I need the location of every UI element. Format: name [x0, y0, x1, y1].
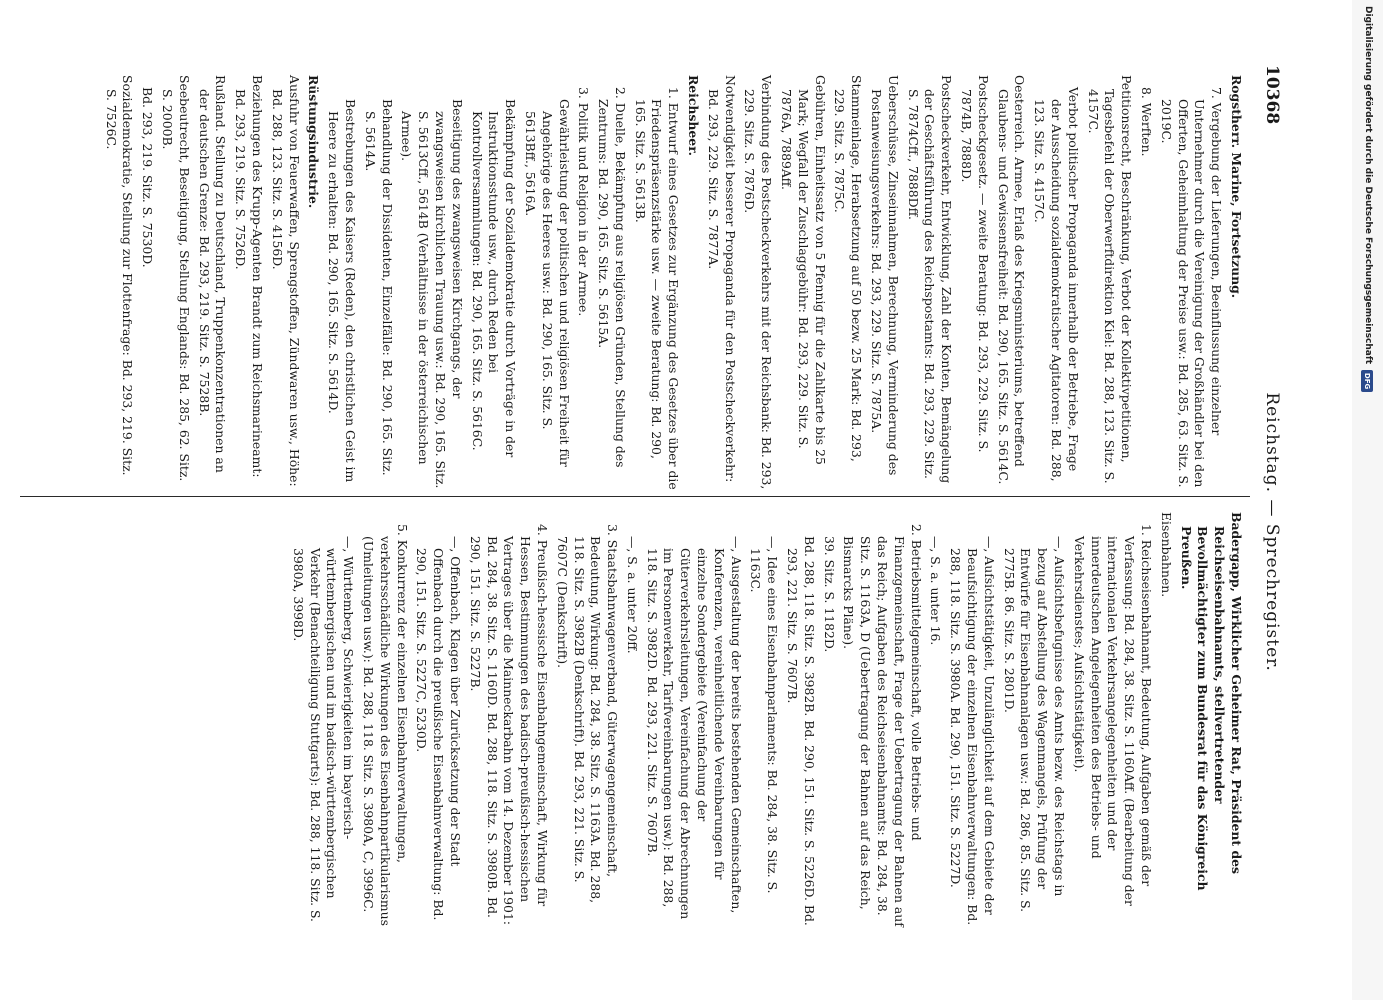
register-entry: —, S. a. unter 20ff.	[624, 536, 640, 654]
register-entry: Verbindung des Postscheckverkehrs mit der Reichsbank: Bd. 293, 229. Sitz. S. 7876D.	[742, 75, 775, 490]
register-entry: Ueberschüsse, Zinseinnahmen, Berechnung, Verminderung des Postanweisungsverkehrs: Bd. 293, 229. Sitz. S. 7875A.	[869, 75, 901, 476]
register-entry: —, Aufsichtsbefugnisse des Amts bezw. des Reichstags in bezug auf Abstellung des Wagenmangels, Prüfung der Entwürfe für Eisenbahnanlagen usw.: Bd. 286, 85. Sitz. S. 2775B. 86. Sitz. S. 2801D.	[1001, 536, 1068, 913]
register-entry: Bd. 293, 219. Sitz. S. 7530D.	[140, 87, 156, 268]
register-entry: —, Württemberg, Schwierigkeiten im bayerisch-württembergischen und im badisch-württembergischen Verkehr (Benachteiligung Stuttgarts): Bd. 288, 118. Sitz. S. 3980A, 3998D.	[290, 536, 357, 922]
register-entry: 3. Politik und Religion in der Armee.	[576, 87, 592, 317]
register-entry: Badergapp, Wirklicher Geheimer Rat, Präsident des Reichseisenbahnamts, stellvertretender Bevollmächtigter zum Bundesrat für das Königreich Preußen.	[1178, 512, 1244, 891]
register-entry: Gewährleistung der politischen und religiösen Freiheit für Angehörige des Heeres usw.: Bd. 290, 165. Sitz. S. 5613Bff., 5616A.	[522, 99, 572, 467]
left-column	[99, 75, 1244, 490]
register-entry: 39. Sitz. S. 1182D.	[821, 536, 837, 653]
register-entry: Gebühren, Einheitssatz von 5 Pfennig für die Zahlkarte bis 25 Mark; Wegfall der Zuschlaggebühr: Bd. 293, 229. Sitz. S. 7876A, 7889Aff.	[779, 75, 828, 465]
register-entry: —, Offenbach, Klagen über Zurücksetzung der Stadt Offenbach durch die preußische Eisenbahnverwaltung: Bd. 290, 151. Sitz. S. 5227C, 5230D.	[414, 536, 463, 921]
page-number: 10368	[1262, 65, 1282, 125]
register-entry: Notwendigkeit besserer Propaganda für den Postscheckverkehr: Bd. 293, 229. Sitz. S. 7877A.	[705, 75, 738, 483]
register-entry: 2. Betriebsmittelgemeinschaft, volle Betriebs- und Finanzgemeinschaft, Frage der Uebertragung der Bahnen auf das Reich; Aufgaben des Reichseisenbahnamts: Bd. 284, 38. Sitz. S. 1163A, D (Uebertragung der Bahnen auf das Reich, Bismarcks Pläne).	[841, 524, 924, 927]
register-entry: Postscheckgesetz. — zweite Beratung: Bd. 293, 229. Sitz. S. 7874B, 7888D.	[959, 75, 991, 453]
register-entry: —, Aufsichtstätigkeit, Unzulänglichkeit auf dem Gebiete der Beaufsichtigung der einzelnen Eisenbahnverwaltungen: Bd. 288, 118. Sitz. S. 3980A. Bd. 290, 151. Sitz. S. 5227D.	[948, 536, 997, 926]
register-entry: Bekämpfung der Sozialdemokratie durch Vorträge in der Instruktionsstunde usw., durch Reden bei Kontrollversammlungen: Bd. 290, 165. Sitz. S. 5616C.	[469, 99, 519, 458]
register-entry: —, Idee eines Eisenbahnparlaments: Bd. 284, 38. Sitz. S. 1163C.	[748, 536, 781, 894]
register-entry: 7. Vergebung der Lieferungen, Beeinflussung einzelner Unternehmer durch die Vereinigung der Großhändler bei den Offerten, Geheimhaltung der Preise usw.: Bd. 285, 63. Sitz. S. 2019C.	[1158, 87, 1225, 488]
register-entry: Bestrebungen des Kaisers (Reden), den christlichen Geist im Heere zu erhalten: Bd. 290, 165. Sitz. S. 5614D.	[326, 99, 358, 483]
register-entry: 1. Reichseisenbahnamt, Bedeutung, Aufgaben gemäß der Verfassung: Bd. 284, 38. Sitz. S. 1160Aff. (Bearbeitung der internationalen Verkehrsangelegenheiten und der innerdeutschen Angelegenheiten des Betriebs- und Verkehrsdienstes; Aufsichtstätigkeit).	[1071, 524, 1155, 906]
dfg-logo: DFG	[1362, 370, 1374, 392]
running-title: Reichstag. — Sprechregister.	[1262, 392, 1282, 672]
register-entry: Oesterreich. Armee, Erlaß des Kriegsministeriums, betreffend Glaubens- und Gewissensfreiheit: Bd. 290, 165. Sitz. S. 5614C.	[995, 75, 1028, 485]
register-entry: Rußland. Stellung zu Deutschland, Truppenkonzentrationen an der deutschen Grenze: Bd. 293, 219. Sitz. S. 7528B.	[196, 75, 229, 473]
credit-text: Digitalisierung gefördert durch die Deutsche Forschungsgemeinschaft	[1363, 6, 1373, 365]
register-entry: Rüstungsindustrie.	[306, 75, 322, 209]
register-entry: Reichsheer.	[686, 75, 702, 156]
page-header	[1256, 65, 1288, 980]
register-entry: 3. Staatsbahnwagenverband, Güterwagengemeinschaft, Bedeutung, Wirkung: Bd. 284, 38. Sitz. S. 1163A. Bd. 288, 118. Sitz. S. 3982B (Denkschrift). Bd. 293, 221. Sitz. S. 7607C (Denkschrift).	[554, 524, 621, 904]
register-entry: —, S. a. unter 16.	[928, 536, 944, 646]
digitization-credit	[1352, 0, 1383, 1000]
register-entry: Behandlung der Dissidenten, Einzelfälle: Bd. 290, 165. Sitz. S. 5614A.	[362, 99, 395, 476]
register-entry: 5. Konkurrenz der einzelnen Eisenbahnverwaltungen, verkehrsschädliche Wirkungen des Eisenbahnpartikularismus (Umleitungen usw.): Bd. 288, 118. Sitz. S. 3980A, C, 3996C.	[360, 524, 410, 927]
register-entry: 1. Entwurf eines Gesetzes zur Ergänzung des Gesetzes über die Friedenspräsenzstärke usw. — zweite Beratung: Bd. 290, 165. Sitz. S. 5613B.	[632, 87, 682, 490]
register-entry: Verbot politischer Propaganda innerhalb der Betriebe, Frage der Ausscheidung sozialdemokratischer Agitatoren: Bd. 288, 123. Sitz. S. 4157C.	[1032, 87, 1081, 482]
register-entry: Beseitigung des zwangsweisen Kirchgangs, der zwangsweisen kirchlichen Trauung usw.: Bd. 290, 165. Sitz. S. 5613Cff., 5614B (Verhältnisse in der österreichischen Armee).	[399, 99, 465, 489]
register-entry: Ausfuhr von Feuerwaffen, Sprengstoffen, Zündwaren usw., Höhe: Bd. 288, 123. Sitz. S. 4156D.	[269, 75, 302, 487]
register-entry: Sozialdemokratie, Stellung zur Flottenfrage: Bd. 293, 219. Sitz. S. 7526C.	[103, 75, 136, 476]
register-entry: 4. Preußisch-hessische Eisenbahngemeinschaft, Wirkung für Hessen, Bestimmungen des badisch-preußisch-hessischen Vertrages über die Mainneckarbahn vom 14. Dezember 1901: Bd. 284, 38. Sitz. S. 1160D. Bd. 288, 118. Sitz. S. 3980B. Bd. 290, 151. Sitz. S. 5227B.	[467, 524, 550, 925]
right-column	[286, 512, 1244, 927]
register-entry: 2. Duelle, Bekämpfung aus religiösen Gründen, Stellung des Zentrums: Bd. 290, 165. Sitz. S. 5615A.	[596, 87, 628, 468]
register-entry: 8. Werften.	[1139, 87, 1155, 157]
register-entry: Eisenbahnen.	[1158, 512, 1174, 598]
register-entry: Seebeutrecht, Beseitigung, Stellung Englands: Bd. 285, 62. Sitz. S. 2000B.	[159, 75, 192, 482]
register-entry: Bd. 288, 118. Sitz. S. 3982B. Bd. 290, 151. Sitz. S. 5226D. Bd. 293, 221. Sitz. S. 7607B.	[785, 536, 817, 926]
register-entry: —, Ausgestaltung der bereits bestehenden Gemeinschaften, Konferenzen, vereinheitlichende Vereinbarungen für einzelne Sondergebiete (Vereinfachung der Güterverkehrsleitungen, Vereinfachung der Abrechnungen im Personenverkehr, Tarifvereinbarungen usw.): Bd. 288, 118. Sitz. S. 3982D. Bd. 293, 221. Sitz. S. 7607B.	[644, 536, 744, 920]
register-entry: Petitionsrecht, Beschränkung, Verbot der Kollektivpetitionen, Tagesbefehl der Oberwerftdirektion Kiel: Bd. 288, 123. Sitz. S. 4157C.	[1085, 75, 1135, 484]
register-entry: Postscheckverkehr, Entwicklung, Zahl der Konten, Bemängelung der Geschäftsführung des Reichspostamts: Bd. 293, 229. Sitz. S. 7874Cff., 7888Dff.	[905, 75, 955, 484]
register-entry: Rogstherr. Marine, Fortsetzung.	[1229, 75, 1244, 299]
register-entry: Beziehungen des Krupp-Agenten Brandt zum Reichsmarineamt: Bd. 293, 219. Sitz. S. 7526D.	[233, 75, 265, 478]
register-entry: Stammeinlage, Herabsetzung auf 50 bezw. 25 Mark: Bd. 293, 229. Sitz. S. 7875C.	[832, 75, 865, 462]
column-divider	[20, 496, 1250, 497]
